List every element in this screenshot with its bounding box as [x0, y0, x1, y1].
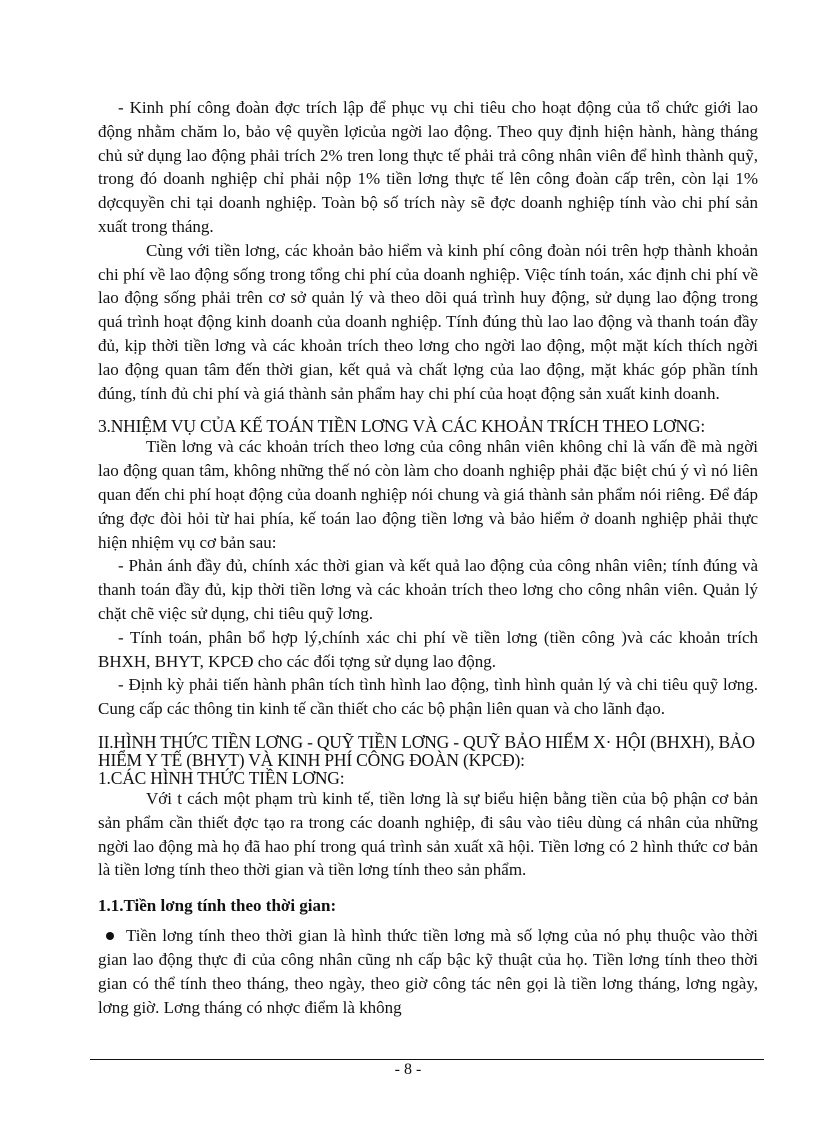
- bullet-icon: [106, 932, 114, 940]
- paragraph-tasks-intro: Tiền lơng và các khoản trích theo lơng của công nhân viên không chỉ là vấn đề mà ngời lao động quan tâm, không những thế nó còn làm cho doanh nghiệp phải đặc biệt chú ý vì nó liên quan đến chi phí hoạt động của doanh nghiệp nói chung và giá thành sản phẩm nói riêng. Để đáp ứng đợc đòi hỏi từ hai phía, kế toán lao động tiền lơng và bảo hiểm ở doanh nghiệp phải thực hiện nhiệm vụ cơ bản sau:: [98, 437, 758, 552]
- list-item: - Phản ánh đầy đủ, chính xác thời gian và kết quả lao động của công nhân viên; tính đúng và thanh toán đầy đủ, kịp thời tiền lơng và các khoản trích theo lơng cho công nhân viên. Quản lý chặt chẽ việc sử dụng, chi tiêu quỹ lơng.: [98, 556, 758, 623]
- page-body: [98, 96, 758, 1019]
- bullet-item: [98, 924, 758, 1019]
- paragraph-wage-intro: Với t cách một phạm trù kinh tế, tiền lơng là sự biểu hiện bằng tiền của bộ phận cơ bản sản phẩm cần thiết đợc tạo ra trong các doanh nghiệp, đi sâu vào tiêu dùng cá nhân của những ngời lao động mà họ đã hao phí trong quá trình sản xuất xã hội. Tiền lơng có 2 hình thức cơ bản là tiền lơng tính theo thời gian và tiền lơng tính theo sản phẩm.: [98, 788, 758, 880]
- subsection-heading-wage-types: 1.CÁC HÌNH THỨC TIỀN LƠNG:: [98, 767, 345, 788]
- page-number: - 8 -: [394, 1061, 422, 1078]
- subsection-heading-time-wage: 1.1.Tiền lơng tính theo thời gian:: [98, 896, 337, 916]
- section-heading-wage-forms: II.HÌNH THỨC TIỀN LƠNG - QUỸ TIỀN LƠNG - QUỸ BẢO HIỂM X· HỘI (BHXH), BẢO HIỂM Y TẾ (BHYT) VÀ KINH PHÍ CÔNG ĐOÀN (KPCĐ):: [98, 731, 755, 770]
- list-item: - Định kỳ phải tiến hành phân tích tình hình lao động, tình hình quản lý và chi tiêu quỹ lơng. Cung cấp các thông tin kinh tế cần thiết cho các bộ phận liên quan và cho lãnh đạo.: [98, 675, 758, 719]
- list-item: - Tính toán, phân bổ hợp lý,chính xác chi phí về tiền lơng (tiền công )và các khoản trích BHXH, BHYT, KPCĐ cho các đối tợng sử dụng lao động.: [98, 627, 758, 671]
- bullet-text: Tiền lơng tính theo thời gian là hình thức tiền lơng mà số lợng của nó phụ thuộc vào thời gian lao động thực đi của công nhân cũng nh cấp bậc kỹ thuật của họ. Tiền lơng tính theo thời gian có thể tính theo tháng, theo ngày, theo giờ công tác nên gọi là tiền lơng tháng, lơng ngày, lơng giờ. Lơng tháng có nhợc điểm là không: [98, 926, 758, 1017]
- paragraph-labor-costs: Cùng với tiền lơng, các khoản bảo hiểm và kinh phí công đoàn nói trên hợp thành khoản chi phí về lao động sống trong tổng chi phí của doanh nghiệp. Việc tính toán, xác định chi phí về lao động sống phải trên cơ sở quản lý và theo dõi quá trình huy động, sử dụng lao động trong quá trình hoạt động kinh doanh của doanh nghiệp. Tính đúng thù lao lao động và thanh toán đầy đủ, kịp thời tiền lơng và các khoản trích theo lơng cho ngời lao động, một mặt kích thích ngời lao động quan tâm đến thời gian, kết quả và chất lợng của lao động, mặt khác góp phần tính đúng, tính đủ chi phí và giá thành sản phẩm hay chi phí của hoạt động sản xuất kinh doanh.: [98, 240, 758, 403]
- footer-divider: [90, 1059, 764, 1060]
- paragraph-union-fund: - Kinh phí công đoàn đợc trích lập để phục vụ chi tiêu cho hoạt động của tổ chức giới lao động nhằm chăm lo, bảo vệ quyền lợicủa ngời lao động. Theo quy định hiện hành, hàng tháng chủ sử dụng lao động phải trích 2% tren long thực tế phải trả công nhân viên để hình thành quỹ, trong đó doanh nghiệp chỉ phải nộp 1% tiền lơng thực tế lên công đoàn cấp trên, còn lại 1% dợcquyền chi tại doanh nghiệp. Toàn bộ số trích này sẽ đợc doanh nghiệp tính vào chi phí sản xuất trong tháng.: [98, 98, 758, 236]
- section-heading-tasks: 3.NHIỆM VỤ CỦA KẾ TOÁN TIỀN LƠNG VÀ CÁC KHOẢN TRÍCH THEO LƠNG:: [98, 416, 706, 437]
